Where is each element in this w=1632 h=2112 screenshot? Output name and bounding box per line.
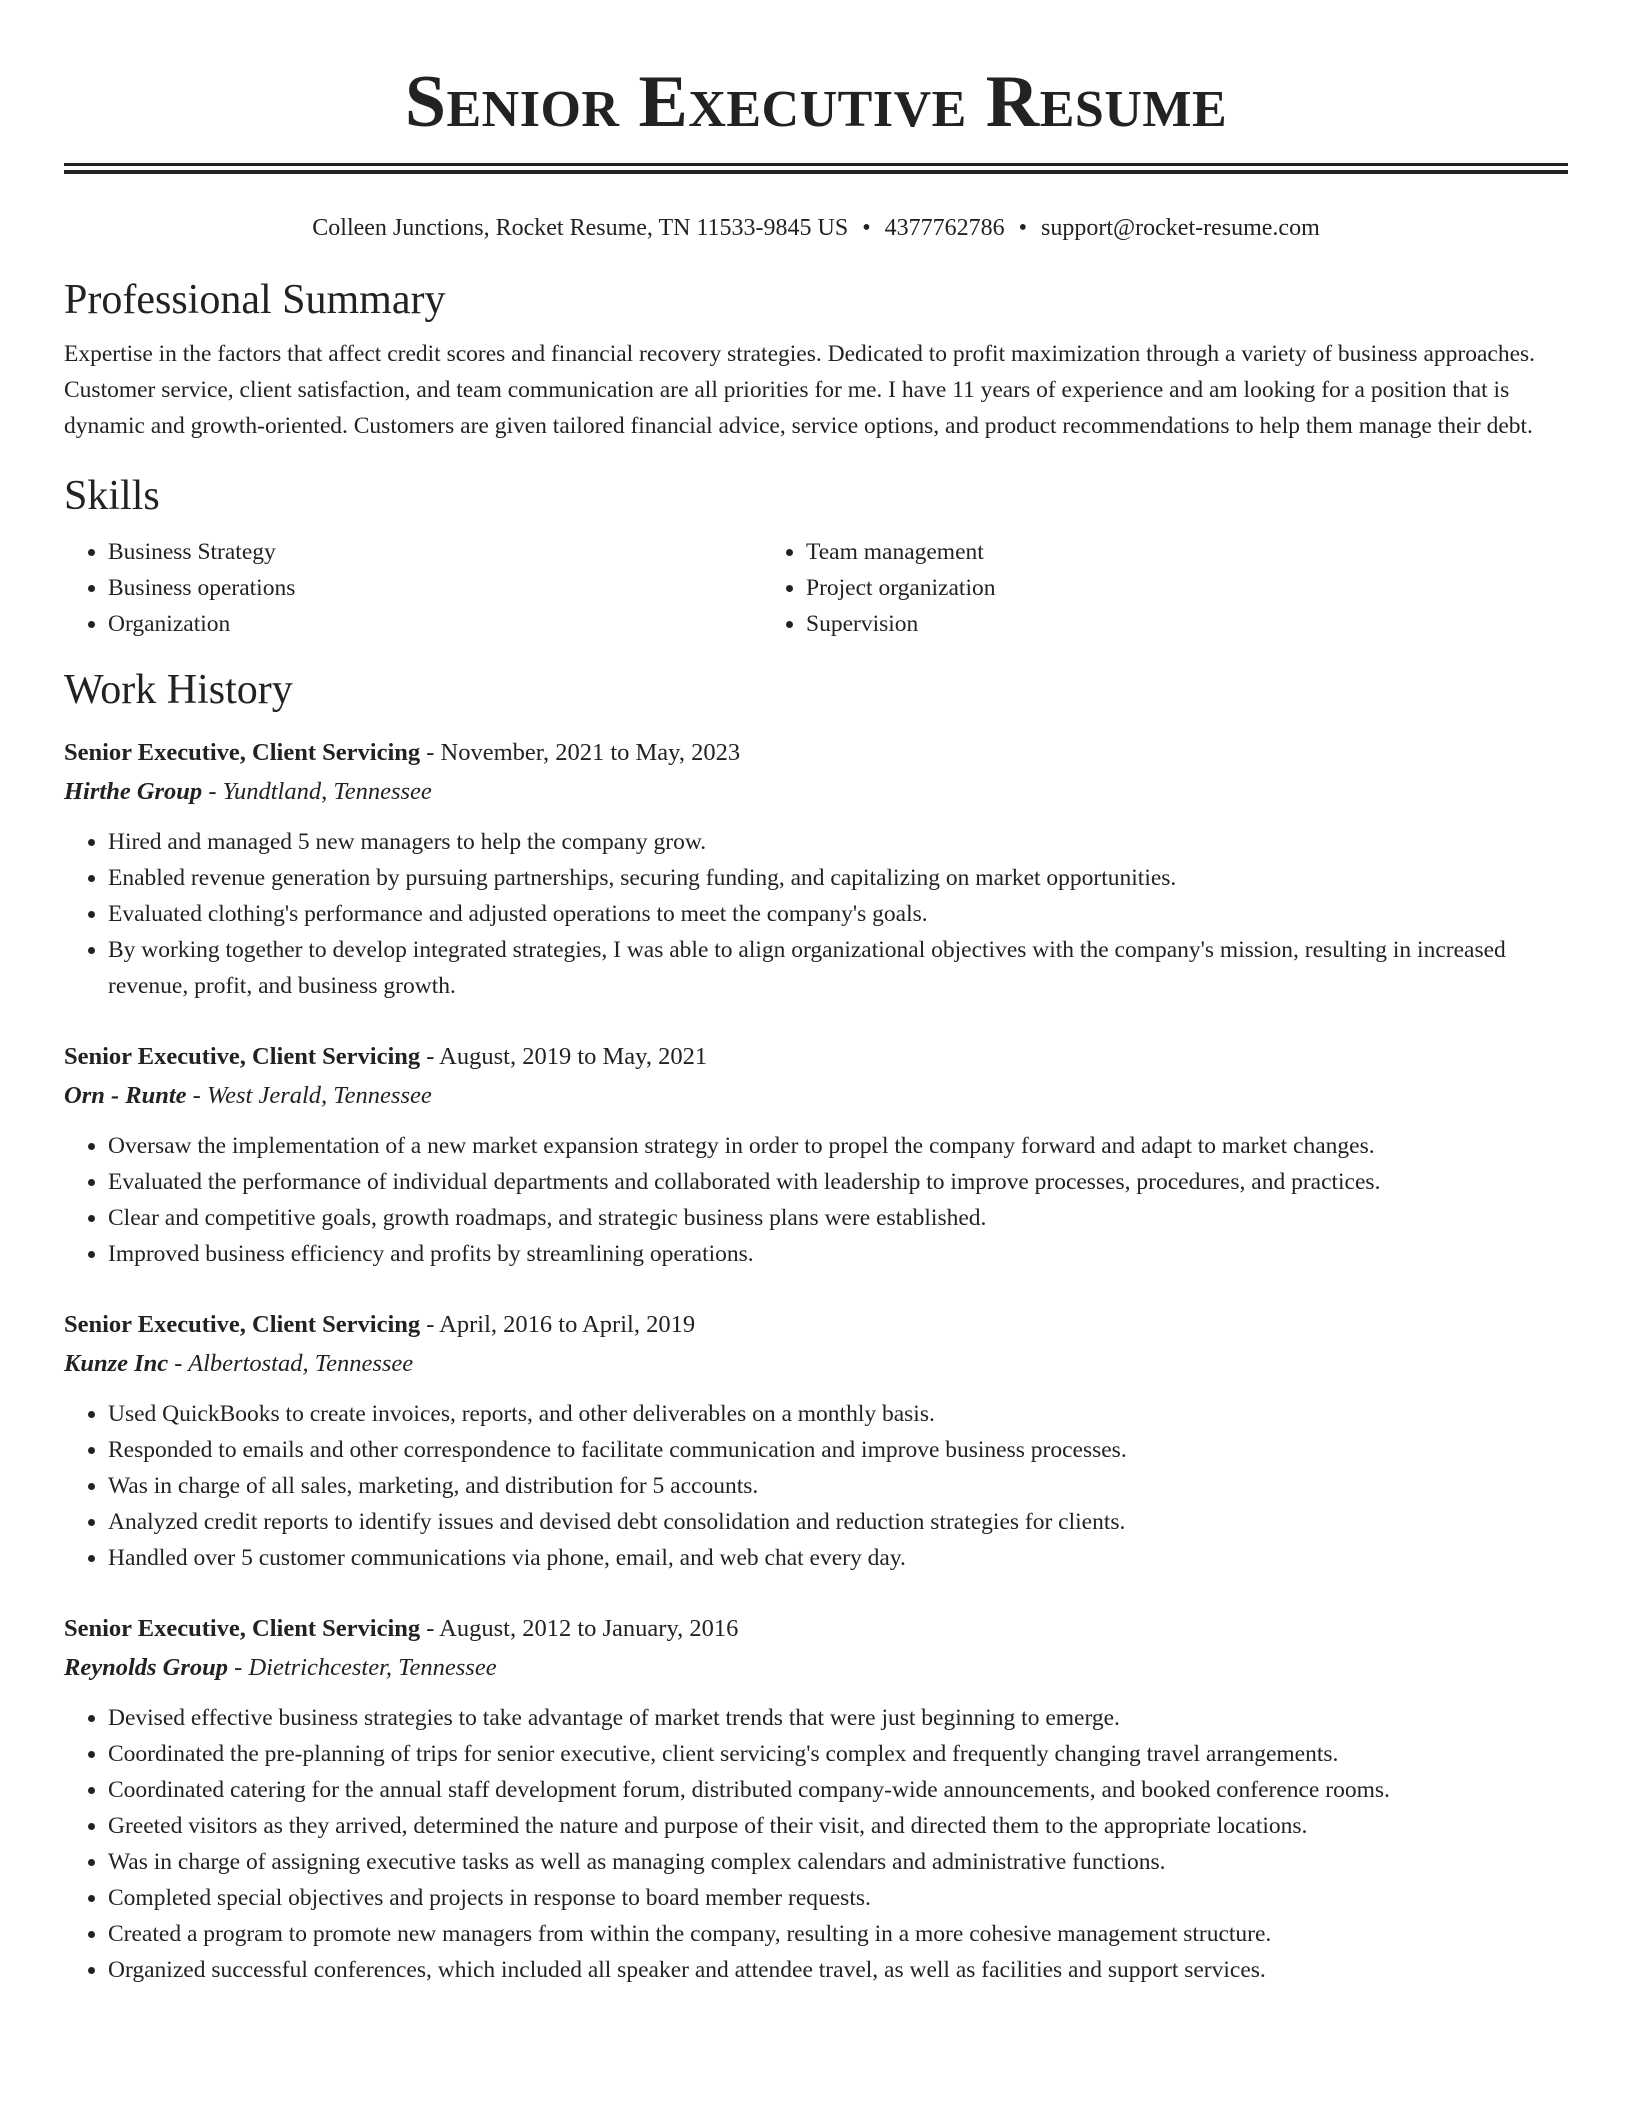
- contact-address: Colleen Junctions, Rocket Resume, TN 11533-9845 US: [312, 215, 849, 241]
- job-company-line: [64, 1344, 1568, 1384]
- contact-phone: 4377762786: [884, 215, 1005, 241]
- contact-separator: •: [1018, 215, 1028, 241]
- title-divider: [64, 163, 1568, 174]
- summary-heading: Professional Summary: [64, 277, 446, 323]
- job-company: Kunze Inc: [64, 1350, 169, 1377]
- job-location: - Yundtland, Tennessee: [202, 778, 432, 805]
- job-dates: - August, 2012 to January, 2016: [420, 1615, 739, 1642]
- work-history-heading: Work History: [64, 667, 293, 713]
- job-title: Senior Executive, Client Servicing: [64, 1043, 421, 1070]
- job-dates: - August, 2019 to May, 2021: [420, 1043, 708, 1070]
- job-header: [64, 1306, 1568, 1344]
- job-bullet: • Clear and competitive goals, growth roadmaps, and strategic business plans were established.: [108, 1200, 1568, 1236]
- contact-email: support@rocket-resume.com: [1041, 215, 1320, 241]
- job-bullets: [64, 824, 1568, 1004]
- job-bullets: [64, 1700, 1568, 1988]
- skill-item: • Supervision: [806, 606, 1460, 642]
- job-bullet: • Created a program to promote new managers from within the company, resulting in a more cohesive management structure.: [108, 1916, 1568, 1952]
- job-company: Reynolds Group: [64, 1654, 229, 1681]
- job-header: [64, 1038, 1568, 1076]
- job-bullet: • Greeted visitors as they arrived, determined the nature and purpose of their visit, and directed them to the appropriate locations.: [108, 1808, 1568, 1844]
- job-entry: [64, 734, 1568, 1004]
- skill-item: • Business operations: [108, 570, 762, 606]
- job-location: - West Jerald, Tennessee: [186, 1082, 432, 1109]
- job-entry: [64, 1306, 1568, 1576]
- job-bullet: • Coordinated the pre-planning of trips for senior executive, client servicing's complex and frequently changing travel arrangements.: [108, 1736, 1568, 1772]
- job-bullet: • Analyzed credit reports to identify issues and devised debt consolidation and reduction strategies for clients.: [108, 1504, 1568, 1540]
- summary-text: Expertise in the factors that affect credit scores and financial recovery strategies. Dedicated to profit maximization through a variety of business approaches. Customer service, client satisfaction, and team communication are all priorities for me. I have 11 years of experience and am looking for a position that is dynamic and growth-oriented. Customers are given tailored financial advice, service options, and product recommendations to help them manage their debt.: [64, 341, 1536, 439]
- job-bullet: • By working together to develop integrated strategies, I was able to align organizational objectives with the company's mission, resulting in increased revenue, profit, and business growth.: [108, 932, 1568, 1004]
- skill-item: • Business Strategy: [108, 534, 762, 570]
- job-bullet: • Completed special objectives and projects in response to board member requests.: [108, 1880, 1568, 1916]
- job-title: Senior Executive, Client Servicing: [64, 1615, 421, 1642]
- job-company-line: [64, 1648, 1568, 1688]
- job-header: [64, 1610, 1568, 1648]
- job-dates: - November, 2021 to May, 2023: [420, 739, 741, 766]
- job-entry: [64, 1610, 1568, 1988]
- job-bullet: • Organized successful conferences, which included all speaker and attendee travel, as well as facilities and support services.: [108, 1952, 1568, 1988]
- resume-title: Senior Executive Resume: [404, 61, 1228, 143]
- skills-column-left: [64, 534, 762, 642]
- skills-list: [64, 534, 1568, 642]
- contact-separator: •: [862, 215, 871, 241]
- contact-line: [64, 212, 1568, 244]
- job-bullet: • Devised effective business strategies to take advantage of market trends that were just beginning to emerge.: [108, 1700, 1568, 1736]
- job-location: - Albertostad, Tennessee: [168, 1350, 414, 1377]
- job-bullet: • Improved business efficiency and profits by streamlining operations.: [108, 1236, 1568, 1272]
- job-bullet: • Handled over 5 customer communications via phone, email, and web chat every day.: [108, 1540, 1568, 1576]
- job-bullet: • Evaluated the performance of individual departments and collaborated with leadership to improve processes, procedures, and practices.: [108, 1164, 1568, 1200]
- skill-item: • Team management: [806, 534, 1460, 570]
- skill-item: • Project organization: [806, 570, 1460, 606]
- job-company-line: [64, 772, 1568, 812]
- job-title: Senior Executive, Client Servicing: [64, 1311, 421, 1338]
- job-bullet: • Used QuickBooks to create invoices, reports, and other deliverables on a monthly basis.: [108, 1396, 1568, 1432]
- job-bullet: • Responded to emails and other correspondence to facilitate communication and improve business processes.: [108, 1432, 1568, 1468]
- skills-heading: Skills: [64, 473, 160, 519]
- job-bullet: • Enabled revenue generation by pursuing partnerships, securing funding, and capitalizing on market opportunities.: [108, 860, 1568, 896]
- job-title: Senior Executive, Client Servicing: [64, 739, 421, 766]
- skill-item: • Organization: [108, 606, 762, 642]
- job-bullets: [64, 1396, 1568, 1576]
- job-bullet: • Coordinated catering for the annual staff development forum, distributed company-wide announcements, and booked conference rooms.: [108, 1772, 1568, 1808]
- job-bullet: • Was in charge of assigning executive tasks as well as managing complex calendars and administrative functions.: [108, 1844, 1568, 1880]
- job-bullet: • Evaluated clothing's performance and adjusted operations to meet the company's goals.: [108, 896, 1568, 932]
- job-company: Hirthe Group: [64, 778, 203, 805]
- job-dates: - April, 2016 to April, 2019: [420, 1311, 696, 1338]
- job-location: - Dietrichcester, Tennessee: [228, 1654, 497, 1681]
- job-bullet: • Hired and managed 5 new managers to help the company grow.: [108, 824, 1568, 860]
- job-company: Orn - Runte: [64, 1082, 187, 1109]
- job-entry: [64, 1038, 1568, 1272]
- job-company-line: [64, 1076, 1568, 1116]
- job-bullet: • Oversaw the implementation of a new market expansion strategy in order to propel the company forward and adapt to market changes.: [108, 1128, 1568, 1164]
- skills-column-right: [762, 534, 1460, 642]
- job-bullets: [64, 1128, 1568, 1272]
- job-bullet: • Was in charge of all sales, marketing, and distribution for 5 accounts.: [108, 1468, 1568, 1504]
- job-header: [64, 734, 1568, 772]
